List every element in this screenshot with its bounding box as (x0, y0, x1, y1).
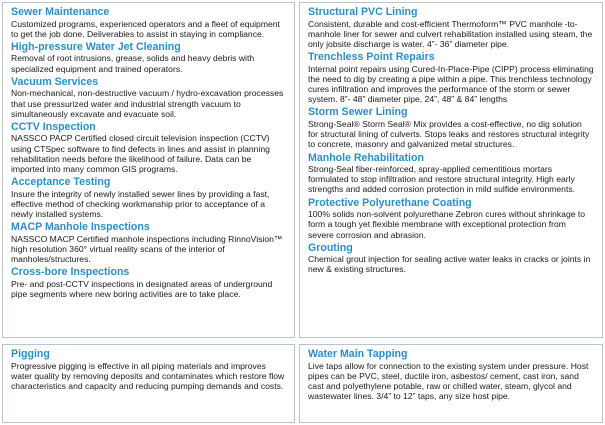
service-water-jet-cleaning (11, 41, 286, 74)
service-title: Vacuum Services (11, 75, 99, 88)
service-title: Water Main Tapping (308, 348, 408, 360)
service-polyurethane-coating (308, 197, 594, 240)
service-grouting (308, 242, 594, 275)
service-structural-pvc-lining (308, 6, 594, 49)
service-description: Removal of root intrusions, grease, solids and heavy debris with specialized equipment and trained operators. (11, 53, 255, 74)
service-macp-manhole-inspections (11, 221, 286, 264)
service-cross-bore-inspections (11, 266, 286, 299)
service-trenchless-point-repairs (308, 51, 594, 104)
service-manhole-rehabilitation (308, 152, 594, 195)
service-title: Pigging (11, 348, 50, 360)
service-description: Strong-Seal fiber-reinforced, spray-applied cementitious mortars formulated to stop infiltration and restore structural integrity. High early strengths and added corrosion protection in mild sulfide environments. (308, 164, 576, 195)
service-description: Strong-Seal® Storm Seal® Mix provides a cost-effective, no dig solution for structural lining of culverts. Stops leaks and restores structural integrity to concrete, masonry and galvanized metal structures. (308, 118, 590, 150)
service-water-main-tapping (308, 348, 594, 401)
service-description: Chemical grout injection for sealing active water leaks in cracks or joints in new & existing structures. (308, 254, 591, 275)
service-description: NASSCO PACP Certified closed circuit television inspection (CCTV) using CTSpec software to find defects in lines and assist in planning rehabilitation needs before the likelihood of failure. Data can be imported into many common GIS programs. (11, 133, 270, 175)
service-storm-sewer-lining (308, 106, 594, 149)
service-description: Pre- and post-CCTV inspections in designated areas of underground pipe segments where new boring activities are to take place. (11, 278, 273, 300)
service-title: Storm Sewer Lining (308, 106, 408, 119)
service-title: Protective Polyurethane Coating (308, 196, 472, 209)
service-description: Progressive pigging is effective in all piping materials and improves water quality by removing deposits and contaminates which restore flow characteristics and capacity and reducing pumping demands and costs. (11, 360, 285, 391)
service-title: Acceptance Testing (11, 176, 111, 189)
water-main-tapping-panel (299, 344, 603, 423)
service-title: Grouting (308, 241, 353, 254)
service-title: Cross-bore Inspections (11, 266, 130, 279)
service-description: Consistent, durable and cost-efficient Thermoform™ PVC manhole -to-manhole liner for sewer and culvert rehabilitation installed using steam, the only jobsite discharge is water. 4”- 36” diameter pipe. (308, 18, 593, 49)
service-title: Structural PVC Lining (308, 6, 418, 18)
service-sewer-maintenance (11, 6, 286, 39)
service-acceptance-testing (11, 176, 286, 219)
service-description: 100% solids non-solvent polyurethane Zebron cures without shrinkage to form a tough yet flexible membrane with exceptional protection from severe corrosion and abrasion. (308, 209, 586, 240)
services-panel-left (2, 2, 295, 338)
service-title: MACP Manhole Inspections (11, 221, 150, 234)
service-description: NASSCO MACP Certified manhole inspections including RinnoVision™ high resolution 360° virtual reality scans of the interior of manholes/structures. (11, 233, 283, 265)
service-description: Customized programs, experienced operators and a fleet of equipment to get the job done. Deliverables to assist in staying in compliance. (11, 18, 280, 39)
services-panel-right (299, 2, 603, 338)
service-description: Live taps allow for connection to the existing system under pressure. Host pipes can be PVC, steel, ductile iron, asbestos/ cement, cast iron, sand cast and polyethylene potable, raw or chilled water, steam, glycol and wastewater lines. 3/4” to 12” taps, any size host pipe. (308, 360, 589, 402)
service-title: High-pressure Water Jet Cleaning (11, 40, 181, 53)
service-vacuum-services (11, 76, 286, 119)
service-description: Insure the integrity of newly installed sewer lines by providing a fast, effective method of checking workmanship prior to acceptance of a newly installed systems. (11, 188, 270, 220)
service-cctv-inspection (11, 121, 286, 174)
service-title: Manhole Rehabilitation (308, 151, 424, 164)
service-description: Internal point repairs using Cured-In-Place-Pipe (CIPP) process eliminating the need to dig by creating a pipe within a pipe. This trenchless technology cures infiltration and improves the performance of the storm or sewer system. 8”- 48” diameter pipe, 24”, 48” & 84” lengths (308, 63, 594, 105)
service-title: Sewer Maintenance (11, 6, 110, 18)
pigging-panel (2, 344, 295, 423)
service-description: Non-mechanical, non-destructive vacuum / hydro-excavation processes that use pressurized water and industrial strength vacuum to simultaneously excavate and evacuate soil. (11, 88, 284, 119)
service-pigging (11, 348, 286, 391)
service-title: CCTV Inspection (11, 120, 96, 133)
service-title: Trenchless Point Repairs (308, 51, 435, 64)
